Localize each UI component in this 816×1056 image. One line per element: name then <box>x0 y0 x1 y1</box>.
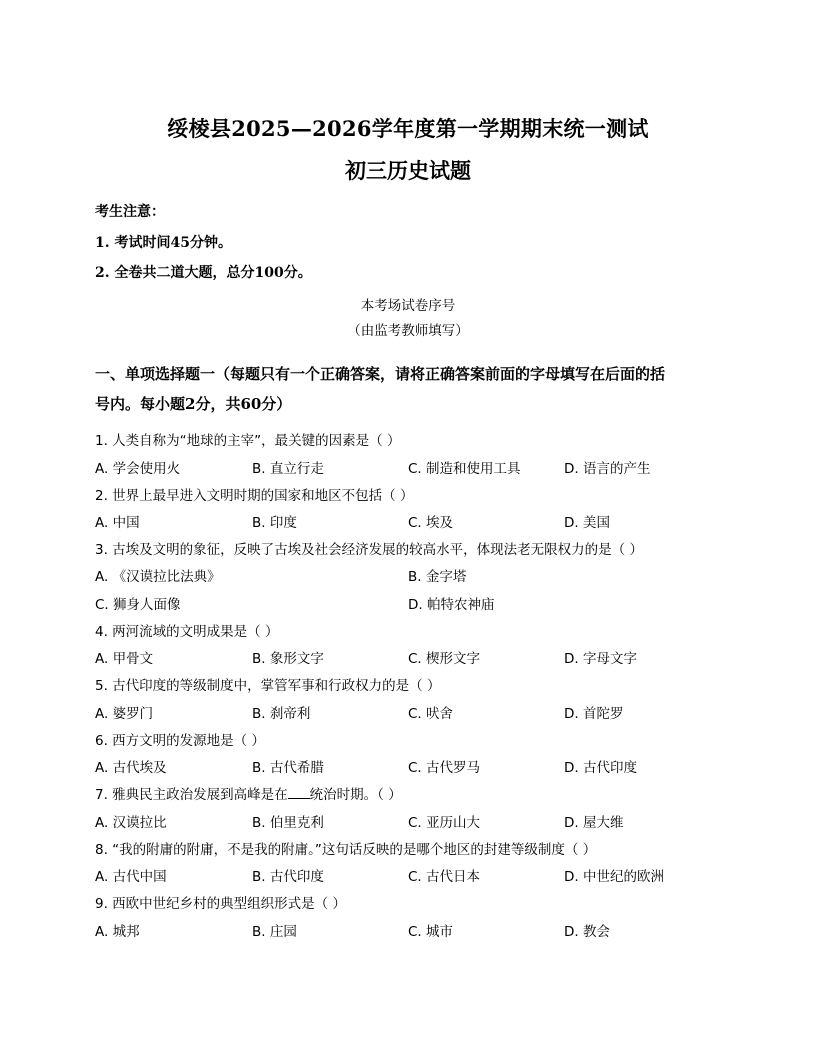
question-1-option-c: C. 制造和使用工具 <box>408 461 521 477</box>
notice-item-1: 1. 考试时间45分钟。 <box>95 235 232 251</box>
question-9-option-c: C. 城市 <box>408 924 454 940</box>
question-7-option-c: C. 亚历山大 <box>408 815 481 831</box>
question-5-option-a: A. 婆罗门 <box>95 706 154 722</box>
question-6-option-a: A. 古代埃及 <box>95 760 167 776</box>
question-4-stem: 4. 两河流域的文明成果是（ ） <box>95 624 279 640</box>
section-1-heading-line-2: 号内。每小题2分，共60分） <box>95 395 292 413</box>
question-4-option-c: C. 楔形文字 <box>408 651 481 667</box>
exam-subtitle: 初三历史试题 <box>345 158 471 183</box>
question-8-stem: 8. “我的附庸的附庸，不是我的附庸。”这句话反映的是哪个地区的封建等级制度（ ） <box>95 842 597 858</box>
question-1-option-b: B. 直立行走 <box>252 461 324 477</box>
question-6-option-d: D. 古代印度 <box>564 760 637 776</box>
question-7-option-d: D. 屋大维 <box>564 815 624 831</box>
question-8-option-d: D. 中世纪的欧洲 <box>564 869 664 885</box>
question-3-option-d: D. 帕特农神庙 <box>408 597 495 613</box>
question-5-stem: 5. 古代印度的等级制度中，掌管军事和行政权力的是（ ） <box>95 678 441 694</box>
question-4-option-b: B. 象形文字 <box>252 651 324 667</box>
question-1-option-d: D. 语言的产生 <box>564 461 651 477</box>
question-3-stem: 3. 古埃及文明的象征，反映了古埃及社会经济发展的较高水平，体现法老无限权力的是（ ） <box>95 542 643 558</box>
question-8-option-a: A. 古代中国 <box>95 869 167 885</box>
notice-heading: 考生注意： <box>95 204 165 220</box>
question-1-stem: 1. 人类自称为“地球的主宰”，最关键的因素是（ ） <box>95 433 401 449</box>
question-2-stem: 2. 世界上最早进入文明时期的国家和地区不包括（ ） <box>95 488 414 504</box>
question-7-blank <box>288 786 310 799</box>
section-1-heading-line-1: 一、单项选择题一（每题只有一个正确答案，请将正确答案前面的字母填写在后面的括 <box>95 365 666 383</box>
question-7-option-a: A. 汉谟拉比 <box>95 815 167 831</box>
question-2-option-c: C. 埃及 <box>408 515 454 531</box>
question-2-option-d: D. 美国 <box>564 515 610 531</box>
question-6-stem: 6. 西方文明的发源地是（ ） <box>95 733 265 749</box>
serial-note: （由监考教师填写） <box>347 323 469 339</box>
question-5-option-b: B. 刹帝利 <box>252 706 311 722</box>
question-4-option-d: D. 字母文字 <box>564 651 637 667</box>
question-7-stem <box>95 783 402 803</box>
question-3-option-c: C. 狮身人面像 <box>95 597 181 613</box>
question-7-option-b: B. 伯里克利 <box>252 815 324 831</box>
section-1-heading <box>95 359 720 419</box>
question-4-option-a: A. 甲骨文 <box>95 651 154 667</box>
question-8-option-c: C. 古代日本 <box>408 869 481 885</box>
serial-label: 本考场试卷序号 <box>360 298 456 314</box>
question-2-option-a: A. 中国 <box>95 515 140 531</box>
question-3-option-b: B. 金字塔 <box>408 569 467 585</box>
notice-item-2: 2. 全卷共二道大题，总分100分。 <box>95 265 312 281</box>
question-5-option-d: D. 首陀罗 <box>564 706 624 722</box>
question-7-stem-before: 7. 雅典民主政治发展到高峰是在 <box>95 787 288 803</box>
question-9-option-b: B. 庄园 <box>252 924 297 940</box>
question-9-option-d: D. 教会 <box>564 924 610 940</box>
question-1-option-a: A. 学会使用火 <box>95 461 181 477</box>
question-2-option-b: B. 印度 <box>252 515 297 531</box>
question-3-option-a: A. 《汉谟拉比法典》 <box>95 569 221 585</box>
exam-title: 绥棱县2025—2026学年度第一学期期末统一测试 <box>167 116 649 141</box>
question-6-option-b: B. 古代希腊 <box>252 760 324 776</box>
question-8-option-b: B. 古代印度 <box>252 869 324 885</box>
question-6-option-c: C. 古代罗马 <box>408 760 481 776</box>
question-5-option-c: C. 吠舍 <box>408 706 454 722</box>
question-9-stem: 9. 西欧中世纪乡村的典型组织形式是（ ） <box>95 896 346 912</box>
question-7-stem-after: 统治时期。（ ） <box>309 787 402 803</box>
question-9-option-a: A. 城邦 <box>95 924 140 940</box>
